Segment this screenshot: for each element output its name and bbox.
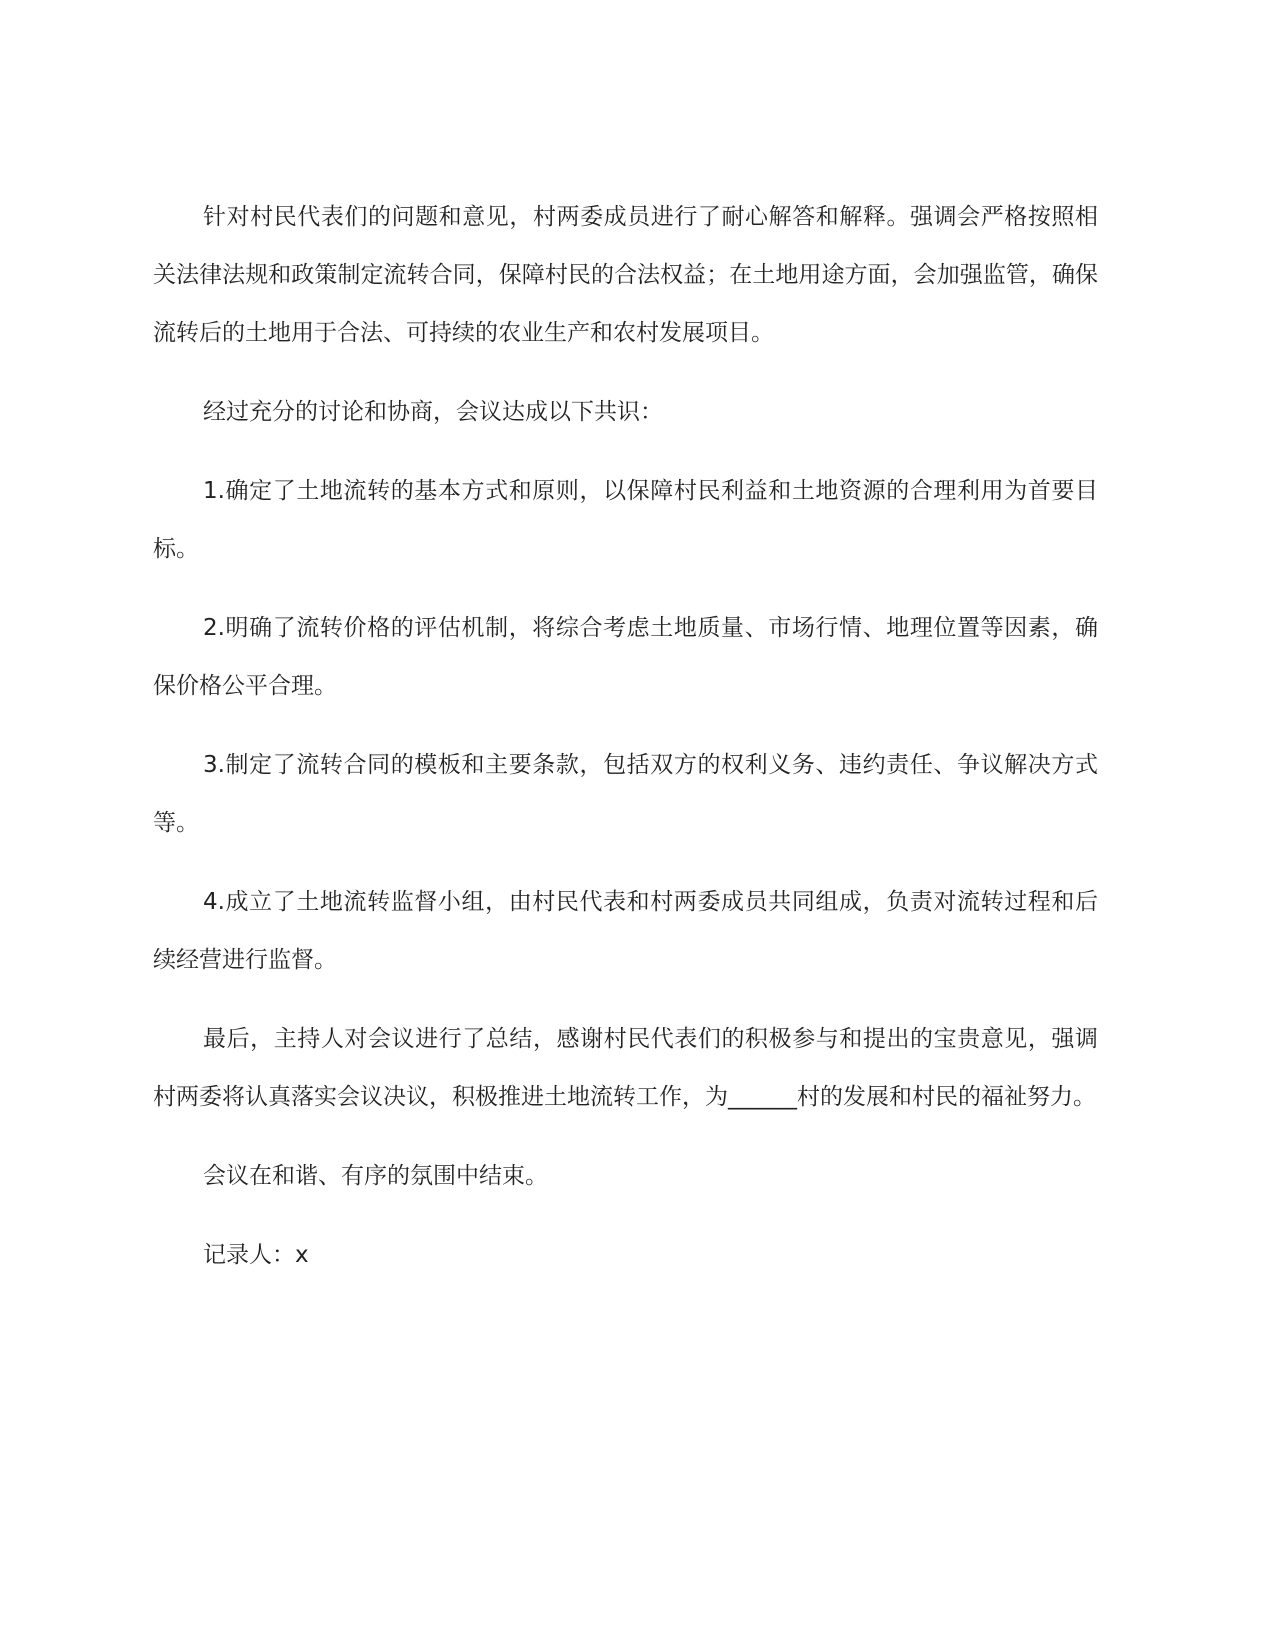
paragraph-closing: 会议在和谐、有序的氛围中结束。 — [203, 1163, 548, 1189]
consensus-item-4: 4.成立了土地流转监督小组，由村民代表和村两委成员共同组成，负责对流转过程和后续经营进行监督。 — [153, 889, 1098, 973]
recorder-line: 记录人：x — [203, 1242, 309, 1268]
paragraph-response: 针对村民代表们的问题和意见，村两委成员进行了耐心解答和解释。强调会严格按照相关法律法规和政策制定流转合同，保障村民的合法权益；在土地用途方面，会加强监管，确保流转后的土地用于合法、可持续的农业生产和农村发展项目。 — [153, 204, 1098, 346]
consensus-item-1: 1.确定了土地流转的基本方式和原则，以保障村民利益和土地资源的合理利用为首要目标。 — [153, 478, 1098, 562]
paragraph-summary: 最后，主持人对会议进行了总结，感谢村民代表们的积极参与和提出的宝贵意见，强调村两委将认真落实会议决议，积极推进土地流转工作，为______村的发展和村民的福祉努力。 — [153, 1026, 1098, 1110]
consensus-item-3: 3.制定了流转合同的模板和主要条款，包括双方的权利义务、违约责任、争议解决方式等。 — [153, 752, 1098, 836]
consensus-item-2: 2.明确了流转价格的评估机制，将综合考虑土地质量、市场行情、地理位置等因素，确保价格公平合理。 — [153, 615, 1098, 699]
document-body — [153, 188, 1098, 1284]
paragraph-consensus-intro: 经过充分的讨论和协商，会议达成以下共识： — [203, 399, 663, 425]
